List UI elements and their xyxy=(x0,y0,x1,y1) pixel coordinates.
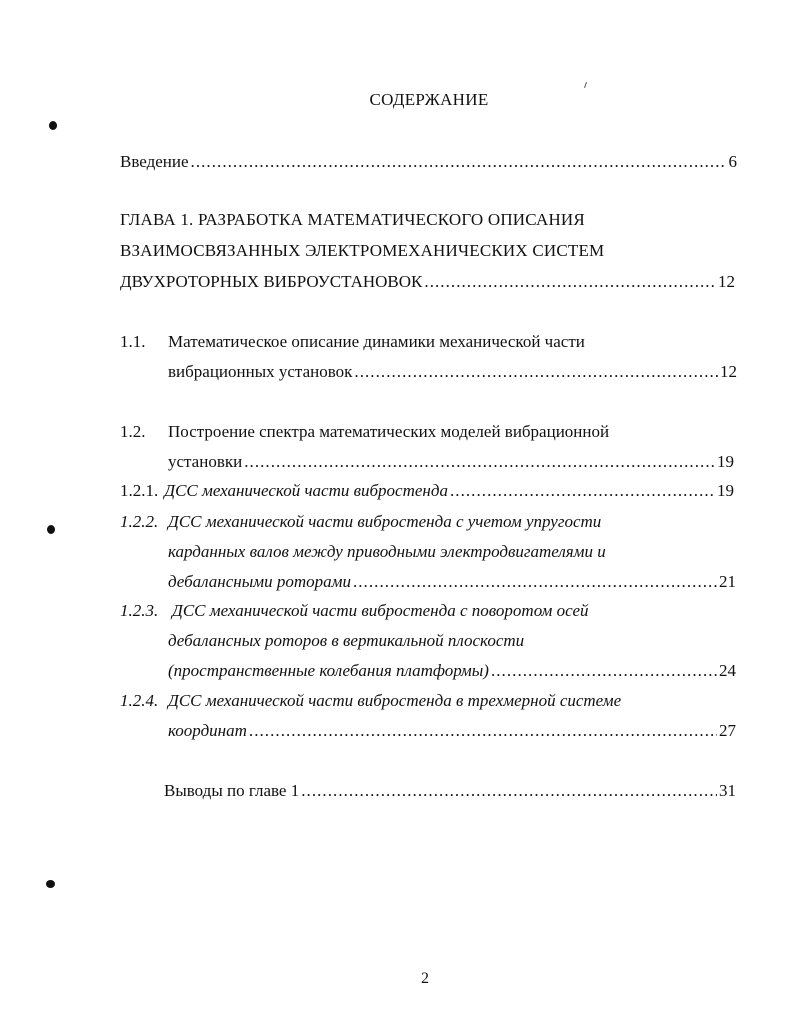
toc-entry-text: карданных валов между приводными электродвигателями и xyxy=(168,542,606,561)
toc-page-number: 19 xyxy=(717,452,734,471)
toc-entry-1-2[interactable] xyxy=(168,452,734,472)
toc-page-number: 6 xyxy=(728,152,737,171)
toc-entry-text: ДСС механической части вибростенда в трехмерной системе xyxy=(168,691,622,710)
toc-page-number: 31 xyxy=(719,781,736,800)
section-number: 1.2.4. xyxy=(120,691,159,710)
toc-entry-text: установки xyxy=(168,452,243,471)
scan-mark xyxy=(49,121,57,130)
toc-entry-conclusions[interactable] xyxy=(164,781,736,801)
chapter-heading-line: ГЛАВА 1. РАЗРАБОТКА МАТЕМАТИЧЕСКОГО ОПИСАНИЯ xyxy=(120,210,585,229)
toc-entry-text: Выводы по главе 1 xyxy=(164,781,300,800)
toc-entry-text: дебалансных роторов в вертикальной плоскости xyxy=(168,631,525,650)
toc-entry-text: Математическое описание динамики механической части xyxy=(168,332,585,351)
leader-dots xyxy=(354,362,718,382)
page-number: 2 xyxy=(421,970,429,987)
toc-entry-1-1[interactable] xyxy=(168,362,737,382)
toc-entry-text: ДСС механической части вибростенда с учетом упругости xyxy=(168,512,602,531)
toc-entry-chapter1[interactable] xyxy=(120,272,735,292)
toc-entry-1-2-1[interactable] xyxy=(120,481,734,501)
toc-entry-text: Введение xyxy=(120,152,189,171)
section-number: 1.2. xyxy=(120,422,146,441)
leader-dots xyxy=(424,272,716,292)
leader-dots xyxy=(450,481,715,501)
chapter-heading-line: ВЗАИМОСВЯЗАННЫХ ЭЛЕКТРОМЕХАНИЧЕСКИХ СИСТЕМ xyxy=(120,241,605,260)
section-number: 1.2.1. xyxy=(120,481,159,500)
leader-dots xyxy=(301,781,717,801)
leader-dots xyxy=(191,152,727,172)
toc-entry-text: вибрационных установок xyxy=(168,362,353,381)
toc-page-number: 12 xyxy=(720,362,737,381)
scan-mark xyxy=(46,880,55,888)
toc-entry-1-2-2[interactable] xyxy=(168,572,736,592)
toc-entry-text: ДВУХРОТОРНЫХ ВИБРОУСТАНОВОК xyxy=(120,272,423,291)
toc-entry-text: координат xyxy=(168,721,247,740)
section-number: 1.2.2. xyxy=(120,512,159,531)
toc-entry-intro[interactable] xyxy=(120,152,737,172)
page-title: СОДЕРЖАНИЕ xyxy=(369,90,489,109)
toc-entry-1-2-4[interactable] xyxy=(168,721,736,741)
leader-dots xyxy=(353,572,717,592)
toc-entry-text: (пространственные колебания платформы) xyxy=(168,661,489,680)
scan-mark xyxy=(584,82,587,88)
toc-page-number: 27 xyxy=(719,721,736,740)
leader-dots xyxy=(244,452,715,472)
toc-page-number: 19 xyxy=(717,481,734,500)
toc-entry-text: ДСС механической части вибростенда xyxy=(164,481,448,500)
section-number: 1.1. xyxy=(120,332,146,351)
scan-mark xyxy=(47,525,55,534)
toc-page-number: 12 xyxy=(718,272,735,291)
toc-entry-text: ДСС механической части вибростенда с поворотом осей xyxy=(172,601,589,620)
toc-page-number: 24 xyxy=(719,661,736,680)
toc-entry-text: Построение спектра математических моделей вибрационной xyxy=(168,422,610,441)
leader-dots xyxy=(491,661,717,681)
toc-entry-1-2-3[interactable] xyxy=(168,661,736,681)
toc-page-number: 21 xyxy=(719,572,736,591)
toc-entry-text: дебалансными роторами xyxy=(168,572,351,591)
section-number: 1.2.3. xyxy=(120,601,159,620)
leader-dots xyxy=(249,721,717,741)
